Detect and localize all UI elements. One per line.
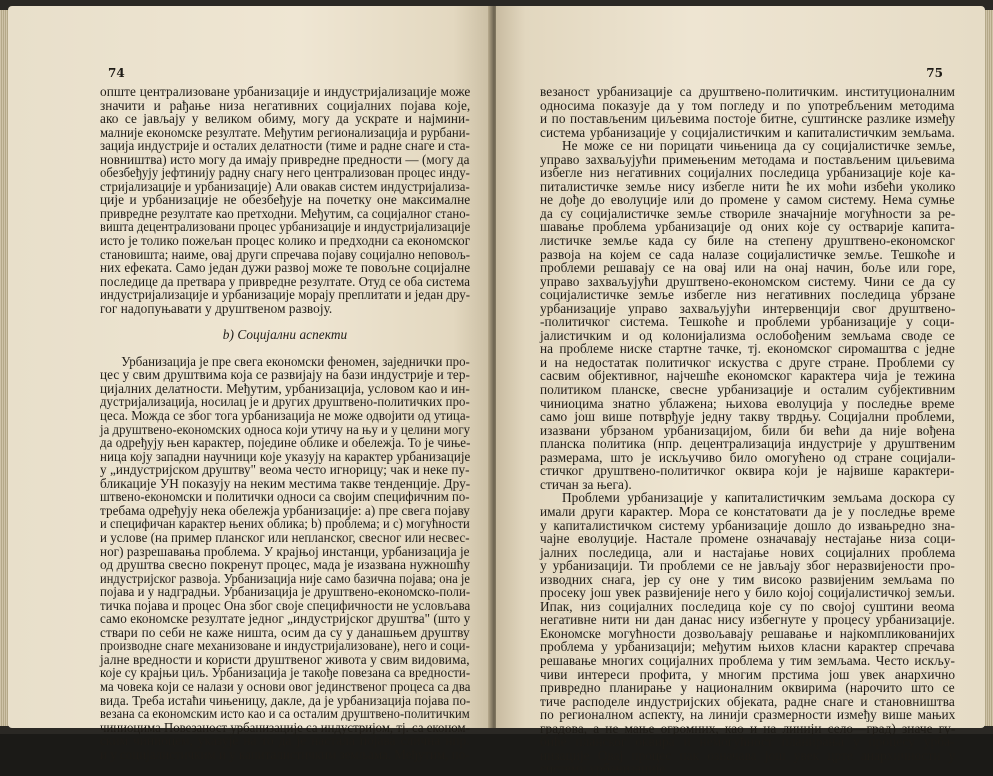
text-line: појава и у надградњи. Урбанизација је друштвено-економско-поли- — [100, 584, 471, 600]
text-line: система урбанизације у социјалистичким и капиталистичким земљама. — [540, 124, 955, 140]
text-line: и у социјалистичким и у капиталистичким земљама. Међутим, по- — [100, 746, 470, 762]
text-line: индустријског развоја. Урбанизација није само базична појава; она је — [100, 570, 471, 586]
text-line: исто је толико пожељан процес колико и предходни са економског — [100, 233, 471, 249]
text-line: цијалних делатности. Међутим, урбанизација, условом као и ин- — [100, 380, 470, 396]
text-line: да одређују њен карактер, поједине облике и обележја. То је чиње- — [100, 435, 471, 451]
text-line: јалних последица, али и настајање нових социјалних проблема — [540, 544, 956, 560]
text-line: биће планског оквира и немогућност планирања у процесу урба- — [540, 734, 955, 750]
text-line: негативне нити ни дан данас нису избегнуте у процесу урбанизације. — [540, 612, 955, 628]
text-line: од друштва свесно покренут процес, мада је изазвана нужношћу — [100, 557, 471, 573]
text-line: привредне резултате као претходни. Међутим, са социјалног стано- — [100, 205, 470, 221]
text-line: новништва) исто могу да имају привредне предности — (могу да — [100, 151, 470, 167]
text-line: низације Овај процес пак означава још увек црте анархичности у — [540, 747, 956, 763]
left-page-text — [100, 85, 470, 761]
right-page — [496, 6, 985, 776]
text-line: стријализације и урбанизације) Али овакав систем индустријализа- — [100, 178, 470, 194]
text-line: само економске резултате једног „индустријског друштва" (што у — [100, 611, 471, 627]
text-line: имали други карактер. Мора се констатовати да је у последње време — [540, 503, 956, 519]
text-line: ако се јављају у великом обиму, могу да ускрате и најмини- — [100, 111, 470, 127]
text-line: и услове (на пример планског или непланског, свесног или несвес- — [100, 529, 470, 545]
text-line: развоја на којем се сада налазе социјалистичке земље. Тешкоће и — [540, 246, 956, 262]
text-line: малније економске резултате. Међутим регионализација и рурбани- — [100, 124, 470, 140]
text-line: Ипак, низ социјалних последица које су по својој суштини веома — [540, 598, 955, 614]
text-line: и специфичан карактер њених облика; b) проблема; и c) могућности — [100, 516, 470, 532]
text-line: последице да претвара у привредне резултате. Отуд се оба система — [100, 273, 470, 289]
text-line: -политичког система. Тешкоће и проблеми урбанизације у соци- — [540, 314, 955, 330]
text-line: зација индустрије и осталих делатности (тиме и радне снаге и ста- — [100, 138, 470, 154]
left-text-bottom — [100, 355, 470, 761]
text-line: цес у свим друштвима која се развијају на бази индустрије и тер- — [100, 367, 470, 383]
text-line: политиком планске, свесне урбанизације и осталим субјективним — [540, 382, 956, 398]
text-line: управо захваљујући примењеним методама и постављеним циљевима — [540, 151, 955, 167]
text-line: да су социјалистичке земље створиле значајније могућности за ре- — [540, 205, 956, 221]
text-line: проблеми решавају се на овај или на онај начин, боље или горе, — [540, 260, 956, 276]
text-line: значити и рађање низа негативних социјалних појава које, — [100, 97, 471, 113]
text-line: управо захваљујући друштвено-економском систему. Чини се да су — [540, 273, 956, 289]
text-line: размерама, што је искључиво било омогућено од стране социјали- — [540, 449, 956, 465]
text-line: тиче расподеле индустријских објеката, радне снаге и становништва — [540, 693, 955, 709]
right-text-body — [540, 85, 955, 776]
text-line: јалистичким и од колонијализма ослобођеним земљама своде се — [540, 327, 955, 343]
left-text-top — [100, 85, 470, 315]
text-line: чиниоцима Повезаност урбанизације са индустријом, тј. са економ- — [100, 719, 470, 735]
text-line: само још више потврђује једну такву тврдњу. Социјални проблеми, — [540, 409, 955, 425]
text-line: опште централизоване урбанизације и индустријализације може — [100, 84, 471, 99]
text-line: вишта децентрализовани процес урбанизације и индустријализације — [100, 219, 471, 235]
text-line: у урбанизацији. Ти проблеми се не јављају због неразвијености про- — [540, 558, 955, 574]
text-line: ја друштвено-економских односа који утичу на њу и у целини могу — [100, 421, 471, 437]
text-line: решавање многих социјалних проблема у тим земљама. Често искљу- — [540, 652, 955, 668]
text-line: чиви интереси профита, у многим прстима још увек анархично — [540, 666, 956, 682]
text-line: ница коју западни научници које указују на карактер урбанизације — [100, 448, 471, 464]
text-line: социјалистичке земље избегле низ негативних последица убрзане — [540, 287, 956, 303]
text-line: изводних снага, јер су оне у тим високо развијеним земљама по — [540, 571, 955, 587]
text-line: сасвим објективног, најчешће економског карактера чија је тежина — [540, 368, 956, 384]
text-line: везана са економским исто као и са осталим друштвено-политичким — [100, 706, 470, 722]
text-line: питалистичке земље нису избегле нити ће их моћи избећи уколико — [540, 178, 956, 194]
text-line: Урбанизација је пре свега економски феномен, заједнички про- — [121, 353, 470, 369]
text-line: које су крајњи циљ. Урбанизација је такође повезана са вредности- — [100, 665, 471, 681]
text-line: вида. Треба истаћи чињеницу, дакле, да је урбанизација појава по- — [100, 692, 471, 708]
text-line: Економске могућности дозвољавају решавање и најкомпликованијих — [540, 625, 955, 641]
text-line: и по постављеним циљевима постоје битне, суштинске разлике између — [540, 111, 956, 127]
text-line: јалне вредности и користи друштвеног живота у свим видовима, — [100, 651, 470, 667]
text-line: градова, а не мање огромних, као и на линији село—град) значе гу- — [540, 720, 956, 736]
text-line: везаност урбанизације са друштвено-политичким. институционалним — [540, 84, 955, 99]
text-line: становишта; наиме, овај други спречава појаву социјално неповољ- — [100, 246, 471, 262]
text-line: не дође до еволуције или до промене у самом систему. Нема сумње — [540, 192, 955, 208]
text-line: производне снаге механизоване и индустријализоване), него и соци- — [100, 638, 470, 654]
text-line: гог надопуњавати у друштвеном развоју. — [100, 300, 333, 316]
text-line: планска политика (нпр. децентрализација индустрије у друштвеним — [540, 436, 956, 452]
page-number-left: 74 — [108, 66, 125, 80]
text-line: систему урбанизације. — [540, 761, 669, 776]
text-line: требама одређују нека обележја урбанизације: а) пре свега појаву — [100, 502, 470, 518]
text-line: Проблеми урбанизације у капиталистичким земљама доскора су — [562, 490, 955, 506]
text-line: ма човека који се налази у основи овог јединственог процеса са два — [100, 678, 471, 694]
text-line: у „индустријском друштву" веома често игнорицу; чак и неке пу- — [100, 462, 470, 478]
right-page-text — [540, 85, 955, 776]
page-number-right: 75 — [926, 66, 943, 80]
text-line: изазвани убрзаном урбанизацијом, били би већи да није вођена — [540, 422, 955, 438]
text-line: Не може се ни порицати чињеница да су социјалистичке земље, — [562, 138, 956, 154]
text-line: них ефеката. Само један дужи развој може те повољне социјалне — [100, 260, 471, 276]
text-line: ције и урбанизације не обезбеђује на почетку оне максималне — [100, 192, 471, 208]
text-line: на проблеме ниске стартне тачке, тј. економског сиромаштва с једне — [540, 341, 955, 357]
text-line: односима показује да у том погледу и по употребљеним методима — [540, 97, 955, 113]
text-line: цеса. Можда се због тога урбанизација не може одвојити од утица- — [100, 408, 470, 424]
text-line: просеку још увек развијеније него у било којој социјалистичкој земљи. — [540, 585, 956, 601]
text-line: дустријализација, носилац је и других друштвено-политичких про- — [100, 394, 470, 410]
text-line: чајне еволуције. Настале промене означавају нестајање низа соци- — [540, 531, 956, 547]
text-line: ствари по себи не каже ништа, осим да су у данашњем друштву — [100, 624, 470, 640]
text-line: по регионалном аспекту, на линији сразмерности између више мањих — [540, 707, 956, 723]
section-heading: b) Социјални аспекти — [222, 327, 348, 343]
text-line: тичка појава и процес Она због своје специфичности не условљава — [100, 597, 471, 613]
text-line: урбанизације управо захваљујући интервенцији свог друштвено- — [540, 300, 956, 316]
text-line: штвено-економски и политички односи са својим специфичним по- — [100, 489, 470, 505]
left-page — [8, 6, 492, 762]
text-line: шавање проблема урбанизације од оних које су остварије капита- — [540, 219, 955, 235]
text-line: листичке земље када су биле на степену друштвено-економског — [540, 233, 956, 249]
text-line: стичан за њега). — [540, 476, 632, 492]
text-line: и на недостатак политичког искуства с друге стране. Проблеми су — [540, 354, 955, 370]
text-line: обезбеђују јефтинију радну снагу него централизован процес инду- — [100, 165, 470, 181]
text-line: стичког друштвено-политичког оквира који је највише карактери- — [540, 463, 955, 479]
text-line: проблема у урбанизацији; међутим њихов класни карактер спречава — [540, 639, 955, 655]
text-line: индустријализације и урбанизације морају преплитати и један дру- — [100, 287, 471, 303]
text-line: бликације УН показују на неким местима такве тенденције. Дру- — [100, 475, 471, 491]
text-line: ским чиниоцем, указује на то да је настала појава слична нпр. — [100, 733, 470, 749]
text-line: у капиталистичком систему урбанизације дошло до извањредно зна- — [540, 517, 955, 533]
text-line: избегле низ негативних социјалних последица урбанизације које ка- — [540, 165, 956, 181]
text-line: ног) разрешавања проблема. У крајњој инстанци, урбанизација је — [100, 543, 470, 559]
text-line: привредно планирање у националним оквирима (нарочито што се — [540, 680, 955, 696]
text-line: чиниоцима знатно ублажена; њихова еволуција у последње време — [540, 395, 955, 411]
